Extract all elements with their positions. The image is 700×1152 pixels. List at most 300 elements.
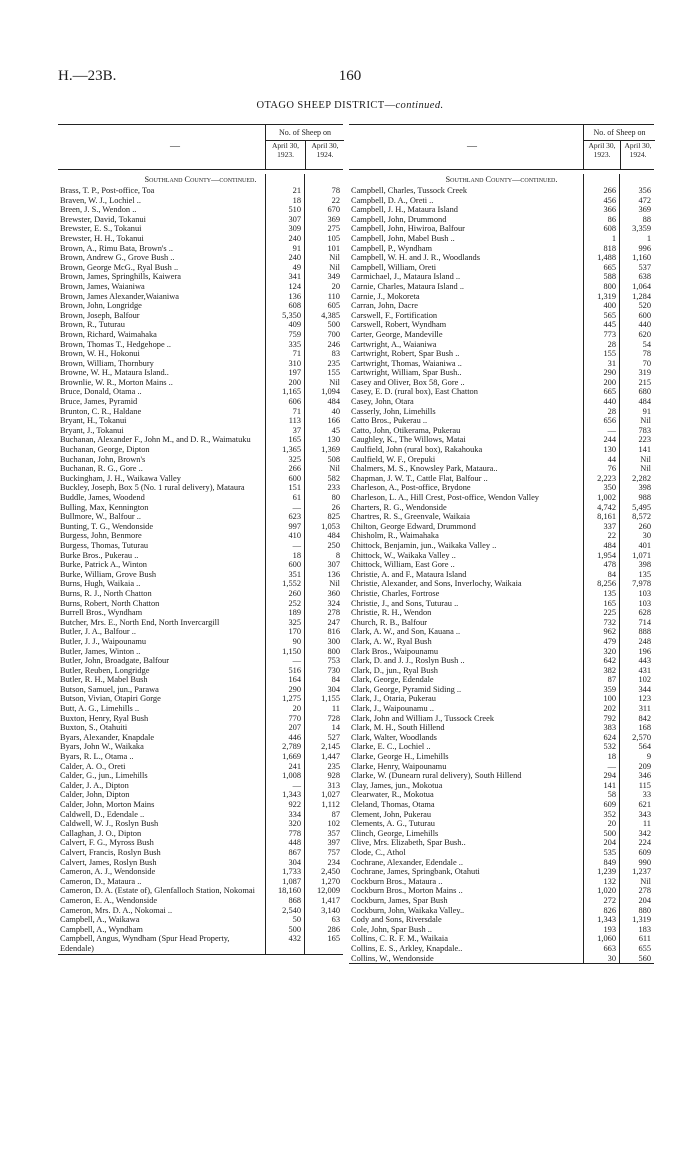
owner-name: Brewster, E. S., Tokanui (60, 224, 142, 234)
table-row (349, 685, 654, 695)
sheep-1924: 88 (642, 214, 651, 224)
table-row (58, 503, 343, 513)
sheep-1924: 155 (327, 368, 340, 378)
table-row (58, 464, 343, 474)
sheep-1924: 621 (638, 800, 651, 809)
sheep-1923: 535 (603, 847, 616, 857)
sheep-1923: 445 (603, 320, 616, 330)
sheep-1923: 141 (603, 780, 616, 790)
sheep-1924: 1,064 (632, 281, 651, 291)
sheep-1924: 101 (327, 243, 340, 253)
owner-name: Clarke, George H., Limehills (351, 752, 449, 762)
sheep-1924: 247 (327, 617, 340, 627)
table-row (349, 368, 654, 378)
sheep-1923: 304 (288, 857, 301, 867)
owner-name: Calvert, James, Roslyn Bush (60, 857, 157, 867)
owner-name: Clark, A. W., Ryal Bush (351, 636, 432, 646)
sheep-1924: 609 (638, 847, 651, 857)
table-row (58, 349, 343, 359)
sheep-1923: 606 (288, 397, 301, 407)
sheep-1923: 2,540 (282, 905, 301, 915)
table-row (349, 781, 654, 791)
owner-name: Cockburn Bros., Morton Mains .. (351, 886, 463, 896)
sheep-1924: Nil (329, 262, 340, 272)
sheep-1923: 1,087 (282, 876, 301, 886)
sheep-1923: 383 (603, 723, 616, 733)
table-row (58, 656, 343, 666)
sheep-1924: 342 (638, 828, 651, 838)
sheep-1923: 20 (607, 819, 616, 829)
owner-name: Brown, A., Rimu Bata, Brown's .. (60, 243, 173, 253)
sheep-1923: 165 (288, 435, 301, 445)
owner-name: Clark Bros., Waipounamu (351, 646, 439, 656)
sheep-1924: 30 (642, 531, 651, 541)
sheep-1923: 351 (288, 569, 301, 579)
owner-name: Buckingham, J. H., Waikawa Valley (60, 473, 181, 483)
sheep-1923: 202 (603, 704, 616, 714)
sheep-1923: 352 (603, 809, 616, 819)
sheep-1923: 624 (603, 732, 616, 742)
sheep-1924: 360 (327, 588, 340, 598)
sheep-1923: 8,256 (597, 579, 616, 589)
sheep-1924: Nil (329, 464, 340, 474)
sheep-1924: 300 (327, 636, 340, 646)
sheep-1923: 516 (288, 665, 301, 675)
owner-name: Clement, John, Pukerau (351, 809, 432, 819)
sheep-1924: 346 (638, 771, 651, 781)
page-title (0, 100, 700, 111)
sheep-1923: 826 (603, 905, 616, 915)
table-row (349, 704, 654, 714)
owner-name: Clements, A. G., Tuturau (351, 819, 435, 829)
sheep-1923: 90 (292, 636, 301, 646)
owner-name: Brunton, C. R., Haldane (60, 406, 142, 416)
table-row (349, 541, 654, 551)
sheep-1923: 759 (288, 329, 301, 339)
owner-name: Brown, William, Thornbury (60, 358, 154, 368)
sheep-1924: 1,071 (632, 550, 651, 560)
table-row (349, 349, 654, 359)
owner-name: Christie, R. H., Wendon (351, 608, 432, 618)
sheep-1923: 778 (288, 828, 301, 838)
sheep-1923: 71 (292, 406, 301, 416)
sheep-1924: 135 (638, 569, 651, 579)
owner-name: Charleson, A., Post-office, Brydone (351, 483, 471, 493)
sheep-1923: — (292, 780, 301, 790)
table-row (58, 906, 343, 916)
sheep-1923: 510 (288, 205, 301, 215)
sheep-1924: 730 (327, 665, 340, 675)
owner-name: Clark, D. and J. J., Roslyn Bush .. (351, 656, 465, 666)
table-row (349, 886, 654, 896)
sheep-1923: 1,165 (282, 387, 301, 397)
owner-name: Clinch, George, Limehills (351, 828, 439, 838)
sheep-1923: 532 (603, 742, 616, 752)
owner-name: Clark, George, Pyramid Siding .. (351, 684, 462, 694)
sheep-1923: 773 (603, 329, 616, 339)
sheep-1923: 294 (603, 771, 616, 781)
sheep-1923: 44 (607, 454, 616, 464)
table-row (349, 675, 654, 685)
sheep-1924: 40 (331, 406, 340, 416)
table-row (58, 215, 343, 225)
owner-name: Bryant, J., Tokanui (60, 425, 124, 435)
table-row (349, 224, 654, 234)
table-row (58, 896, 343, 906)
table-row (58, 618, 343, 628)
table-row (58, 752, 343, 762)
sheep-1923: 21 (292, 186, 301, 195)
owner-name: Campbell, P., Wyndham (351, 243, 432, 253)
owner-name: Cole, John, Spar Bush .. (351, 924, 432, 934)
sheep-1923: 335 (288, 339, 301, 349)
sheep-1924: Nil (640, 876, 651, 886)
sheep-1923: 266 (288, 464, 301, 474)
sheep-1924: 26 (331, 502, 340, 512)
table-row (349, 359, 654, 369)
owner-name: Clarke, W. (Dunearn rural delivery), South Hillend (351, 771, 522, 781)
sheep-1924: 605 (327, 301, 340, 311)
sheep-1923: 456 (603, 195, 616, 205)
sheep-1924: 369 (327, 214, 340, 224)
owner-name: Brown, R., Tuturau (60, 320, 125, 330)
sheep-1923: 86 (607, 214, 616, 224)
sheep-1923: 665 (603, 262, 616, 272)
table-row (58, 694, 343, 704)
table-row (349, 464, 654, 474)
sheep-1924: 611 (638, 934, 651, 944)
sheep-1924: 520 (638, 301, 651, 311)
owner-name: Butt, A. G., Limehills .. (60, 704, 140, 714)
table-row (58, 330, 343, 340)
table-row (349, 858, 654, 868)
table-row (349, 512, 654, 522)
table-row (349, 435, 654, 445)
sheep-1924: 7,978 (632, 579, 651, 589)
owner-name: Casey and Oliver, Box 58, Gore .. (351, 377, 465, 387)
sheep-1923: 2,223 (597, 473, 616, 483)
table-row (58, 599, 343, 609)
owner-name: Buddle, James, Woodend (60, 493, 145, 502)
owner-name: Clark, George, Edendale (351, 675, 434, 685)
sheep-1923: 1 (611, 233, 616, 243)
table-row (349, 522, 654, 532)
table-row (58, 531, 343, 541)
owner-name: Christie, J., and Sons, Tuturau .. (351, 598, 459, 608)
sheep-1923: 922 (288, 800, 301, 809)
owner-name: Brown, Thomas T., Hedgehope .. (60, 339, 171, 349)
sheep-count-header (265, 125, 344, 169)
sheep-1924: 484 (327, 397, 340, 407)
table-row (58, 512, 343, 522)
table-row (58, 301, 343, 311)
sheep-1924: 278 (638, 886, 651, 896)
sheep-1924: 816 (327, 627, 340, 637)
col-1923-header: April 30, 1923. (271, 141, 300, 159)
sheep-1924: 103 (638, 588, 651, 598)
owner-name: Bunting, T. G., Wendonside (60, 521, 154, 531)
owner-name: Cockburn, John, Waikaka Valley.. (351, 905, 465, 915)
left-table-header (58, 125, 343, 170)
owner-name: Collins, W., Wendonside (351, 953, 434, 963)
table-row (349, 589, 654, 599)
table-row (58, 541, 343, 551)
sheep-1924: 87 (331, 809, 340, 819)
owner-name: Clode, C., Athol (351, 847, 406, 857)
owner-name: Carter, George, Mandeville (351, 329, 443, 339)
sheep-1923: 818 (603, 243, 616, 253)
sheep-1923: 1,275 (282, 694, 301, 704)
owner-name: Calder, J. A., Dipton (60, 780, 129, 790)
table-row (58, 263, 343, 273)
owner-name: Campbell, J. H., Mataura Island (351, 205, 458, 215)
sheep-1924: 500 (327, 320, 340, 330)
sheep-1923: 600 (288, 560, 301, 570)
owner-name: Carran, John, Dacre (351, 301, 418, 311)
owner-name: Bulling, Max, Kennington (60, 502, 149, 512)
sheep-1924: 527 (327, 732, 340, 742)
owner-name: Clive, Mrs. Elizabeth, Spar Bush.. (351, 838, 466, 848)
owner-name: Campbell, D. A., Oreti .. (351, 195, 434, 205)
sheep-1923: 432 (288, 934, 301, 944)
sheep-1923: 382 (603, 665, 616, 675)
owner-name: Buchanan, R. G., Gore .. (60, 464, 143, 474)
sheep-1924: 103 (638, 598, 651, 608)
table-row (58, 359, 343, 369)
owner-name: Butcher, Mrs. E., North End, North Invercargill (60, 617, 220, 627)
sheep-1923: — (607, 425, 616, 435)
table-row (349, 762, 654, 772)
sheep-count-group-label: No. of Sheep on (584, 125, 655, 141)
sheep-1923: — (292, 502, 301, 512)
owner-name: Christie, Alexander, and Sons, Inverlochy, Waikaia (351, 579, 522, 589)
owner-name: Clark, John and William J., Tussock Creek (351, 713, 495, 723)
sheep-1924: 307 (327, 560, 340, 570)
table-row (349, 848, 654, 858)
sheep-1924: 1,094 (321, 387, 340, 397)
table-row (349, 531, 654, 541)
sheep-1924: 63 (331, 915, 340, 925)
table-row (349, 445, 654, 455)
table-row (58, 675, 343, 685)
sheep-1924: 209 (638, 761, 651, 771)
title-continued: continued. (395, 100, 444, 111)
table-row (349, 340, 654, 350)
sheep-1923: 359 (603, 684, 616, 694)
owner-name: Burns, Robert, North Chatton (60, 598, 160, 608)
owner-name: Breen, J. S., Wendon .. (60, 205, 137, 215)
sheep-1924: 70 (642, 358, 651, 368)
table-row (58, 742, 343, 752)
sheep-1923: 440 (603, 397, 616, 407)
sheep-1924: 234 (327, 857, 340, 867)
sheep-1924: 680 (638, 387, 651, 397)
sheep-1924: 1 (646, 233, 651, 243)
sheep-1923: 642 (603, 656, 616, 666)
sheep-1923: 320 (288, 819, 301, 829)
sheep-1923: 61 (292, 493, 301, 502)
owner-name: Butler, John, Broadgate, Balfour (60, 656, 169, 666)
sheep-1923: 200 (603, 377, 616, 387)
table-row (349, 503, 654, 513)
owner-name: Calder, A. O., Oreti (60, 761, 126, 771)
owner-name: Burke, William, Grove Bush (60, 569, 157, 579)
table-row (58, 445, 343, 455)
owner-name: Clark, D., jun., Ryal Bush (351, 665, 438, 675)
owner-name: Chartres, R. S., Greenvale, Waikaia (351, 512, 470, 522)
table-row (349, 934, 654, 944)
owner-name: Campbell, W. H. and J. R., Woodlands (351, 253, 480, 263)
owner-name: Cochrane, James, Springbank, Otahuti (351, 867, 480, 877)
owner-name: Burns, R. J., North Chatton (60, 588, 152, 598)
owner-name: Campbell, John, Drummond (351, 214, 447, 224)
sheep-1923: 1,239 (597, 867, 616, 877)
owner-name: Burke Bros., Pukerau .. (60, 550, 139, 560)
owner-name: Cameron, D., Mataura .. (60, 876, 142, 886)
table-row (349, 790, 654, 800)
sheep-1924: Nil (329, 579, 340, 589)
sheep-1924: 183 (638, 924, 651, 934)
owner-name: Campbell, A., Waikawa (60, 915, 140, 925)
sheep-1923: — (292, 656, 301, 666)
owner-name: Church, R. B., Balfour (351, 617, 428, 627)
table-row (349, 944, 654, 954)
table-row (349, 330, 654, 340)
owner-name: Chilton, George Edward, Drummond (351, 521, 476, 531)
owner-name: Calder, John, Dipton (60, 790, 130, 800)
table-row (349, 282, 654, 292)
sheep-1924: 311 (638, 704, 651, 714)
owner-name: Butson, Vivian, Otapiri Gorge (60, 694, 161, 704)
owner-name: Braven, W. J., Lochiel .. (60, 195, 141, 205)
sheep-1923: 170 (288, 627, 301, 637)
left-table (58, 124, 343, 955)
owner-name: Bruce, James, Pyramid (60, 397, 138, 407)
table-row (349, 387, 654, 397)
sheep-1923: 37 (292, 425, 301, 435)
table-row (58, 234, 343, 244)
sheep-1924: 3,359 (632, 224, 651, 234)
table-row (58, 435, 343, 445)
sheep-1923: 290 (288, 684, 301, 694)
owner-name: Clearwater, R., Mokotua (351, 790, 434, 800)
sheep-1924: 313 (327, 780, 340, 790)
sheep-1924: 670 (327, 205, 340, 215)
sheep-1924: 260 (638, 521, 651, 531)
sheep-1923: 193 (603, 924, 616, 934)
sheep-1923: 732 (603, 617, 616, 627)
table-row (58, 244, 343, 254)
table-row (349, 407, 654, 417)
table-row (58, 934, 343, 953)
sheep-1924: 83 (331, 349, 340, 359)
sheep-1924: 9 (646, 752, 651, 762)
sheep-1923: 135 (603, 588, 616, 598)
sheep-1924: 990 (638, 857, 651, 867)
sheep-1923: 130 (603, 445, 616, 455)
owner-name: Clark, M. H., South Hillend (351, 723, 445, 733)
table-row (349, 551, 654, 561)
sheep-1924: 443 (638, 656, 651, 666)
sheep-1924: 700 (327, 329, 340, 339)
owner-name: Callaghan, J. O., Dipton (60, 828, 142, 838)
col-1923-header: April 30, 1923. (588, 141, 616, 159)
sheep-1924: 246 (327, 339, 340, 349)
owner-name: Casey, E. D. (rural box), East Chatton (351, 387, 478, 397)
owner-name: Chittock, William, East Gore .. (351, 560, 455, 570)
sheep-1923: 325 (288, 617, 301, 627)
owner-name: Clark, J., Waipounamu .. (351, 704, 434, 714)
sheep-1924: 110 (327, 291, 340, 301)
sheep-1924: 204 (638, 895, 651, 905)
table-row (349, 205, 654, 215)
name-column-header: — (467, 141, 477, 152)
table-row (58, 925, 343, 935)
table-row (58, 493, 343, 503)
owner-name: Chisholm, R., Waimahaka (351, 531, 439, 541)
table-row (58, 407, 343, 417)
sheep-1924: Nil (640, 454, 651, 464)
owner-name: Carmichael, J., Mataura Island .. (351, 272, 461, 282)
sheep-1924: 349 (327, 272, 340, 282)
sheep-1924: 2,282 (632, 473, 651, 483)
sheep-1923: 91 (292, 243, 301, 253)
sheep-1923: 204 (603, 838, 616, 848)
owner-name: Cameron, A. J., Wendonside (60, 867, 156, 877)
owner-name: Brown, W. H., Hokonui (60, 349, 140, 359)
owner-name: Butler, Reuben, Longridge (60, 665, 150, 675)
sheep-1924: 102 (327, 819, 340, 829)
owner-name: Burrell Bros., Wyndham (60, 608, 143, 618)
table-row (349, 666, 654, 676)
owner-name: Charters, R. G., Wendonside (351, 502, 447, 512)
owner-name: Cochrane, Alexander, Edendale .. (351, 857, 463, 867)
owner-name: Christie, Charles, Fortrose (351, 588, 440, 598)
owner-name: Buxton, S., Otahuiti (60, 723, 128, 733)
sheep-1923: 608 (603, 224, 616, 234)
table-row (58, 858, 343, 868)
table-row (58, 426, 343, 436)
table-row (349, 925, 654, 935)
sheep-1924: 397 (327, 838, 340, 848)
sheep-1924: 928 (327, 771, 340, 781)
table-row (349, 483, 654, 493)
title-main: OTAGO SHEEP DISTRICT— (256, 100, 396, 111)
sheep-1923: 266 (603, 186, 616, 195)
sheep-1924: 235 (327, 358, 340, 368)
sheep-1923: 22 (607, 531, 616, 541)
sheep-1924: 3,140 (321, 905, 340, 915)
owner-name: Charleson, L. A., Hill Crest, Post-office, Wendon Valley (351, 493, 539, 502)
right-table (349, 124, 654, 964)
sheep-1923: 500 (603, 828, 616, 838)
sheep-1923: 609 (603, 800, 616, 809)
sheep-1923: 260 (288, 588, 301, 598)
table-row (58, 292, 343, 302)
table-row (58, 560, 343, 570)
sheep-1924: 115 (638, 780, 651, 790)
owner-name: Clay, James, jun., Mokotua (351, 780, 443, 790)
sheep-1923: 132 (603, 876, 616, 886)
sheep-1924: Nil (329, 253, 340, 263)
table-row (58, 886, 343, 896)
sheep-1923: 290 (603, 368, 616, 378)
sheep-1923: 1,733 (282, 867, 301, 877)
sheep-1924: 223 (638, 435, 651, 445)
table-row (349, 733, 654, 743)
table-row (349, 234, 654, 244)
sheep-1923: 1,343 (282, 790, 301, 800)
